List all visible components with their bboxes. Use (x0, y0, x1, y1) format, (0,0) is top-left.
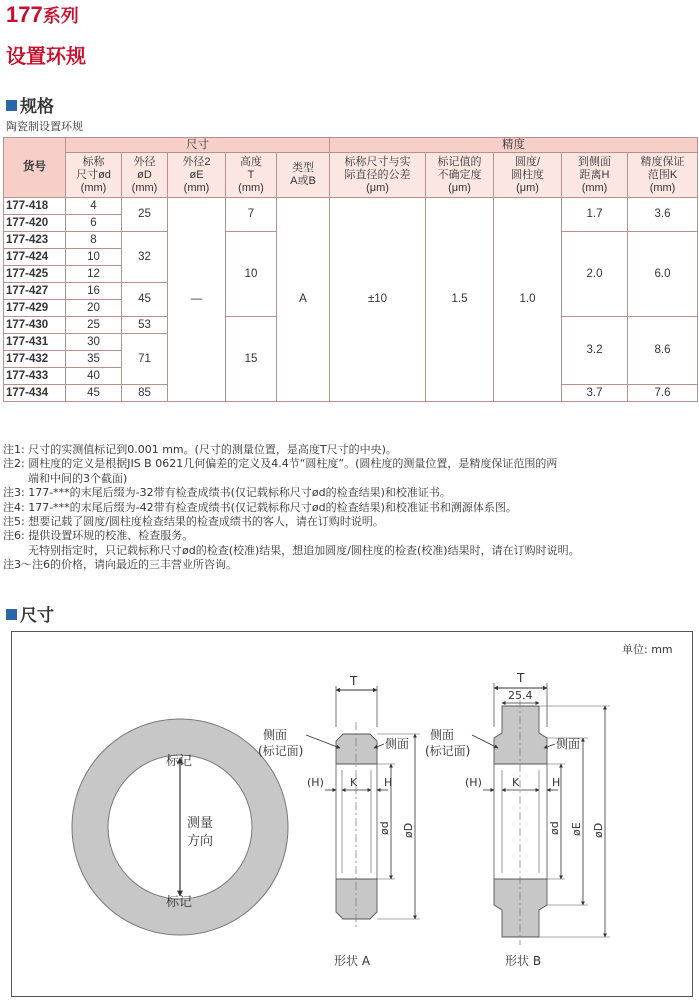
table-cell-code: 177-432 (4, 351, 66, 368)
note-line: 注1: 尺寸的实测值标记到0.001 mm。(尺寸的测量位置，是高度T尺寸的中央)。 (3, 443, 397, 456)
table-cell-height: 10 (226, 232, 277, 317)
table-cell-k: 3.6 (628, 198, 698, 232)
table-cell-type: A (277, 198, 330, 402)
col-od-header: 外径 øD (mm) (122, 153, 168, 198)
side-marked-label-b: 侧面 (430, 728, 455, 742)
group-precision-header: 精度 (330, 138, 698, 153)
col-od2-header: 外径2 øE (mm) (168, 153, 226, 198)
dim-label-d-b: ød (548, 821, 561, 835)
side-marked-label-b: (标记面) (425, 744, 471, 758)
col-roundness-header: 圆度/ 圆柱度 (μm) (494, 153, 562, 198)
table-cell-code: 177-433 (4, 368, 66, 385)
table-cell-nominal: 8 (66, 232, 122, 249)
dim-label-k: K (350, 776, 358, 789)
table-cell-nominal: 12 (66, 266, 122, 283)
note-line: 注3: 177-***的末尾后缀为-32带有检查成绩书(仅记载标称尺寸ød的检查结果)和校准证书。 (3, 486, 451, 500)
table-cell-code: 177-434 (4, 385, 66, 402)
dim-label-h-paren: (H) (307, 776, 324, 789)
table-cell-code: 177-418 (4, 198, 66, 215)
table-cell-h: 2.0 (562, 232, 628, 317)
table-cell-nominal: 40 (66, 368, 122, 385)
note-line: 注6: 提供设置环规的校准、检查服务。 (3, 529, 194, 543)
table-cell-height: 7 (226, 198, 277, 232)
table-cell-nominal: 10 (66, 249, 122, 266)
measure-direction-label: 方向 (187, 834, 214, 849)
note-line: 注5: 想要记载了圆度/圆柱度检查结果的检查成绩书的客人，请在订购时说明。 (3, 515, 384, 529)
col-k-header: 精度保证 范围K (mm) (628, 153, 698, 198)
table-cell-k: 6.0 (628, 232, 698, 317)
table-cell-roundness: 1.0 (494, 198, 562, 402)
col-h-header: 到侧面 距离H (mm) (562, 153, 628, 198)
note-line: 无特别指定时，只记载标称尺寸ød的检查(校准)结果，想追加圆度/圆柱度的检查(校准)结果时，请在订购时说明。 (28, 543, 580, 557)
table-cell-uncertainty: 1.5 (426, 198, 494, 402)
product-title: 设置环规 (6, 44, 86, 68)
series-title: 177系列 (6, 2, 79, 27)
shape-b-label: 形状 B (505, 954, 542, 968)
note-line: 端和中间的3个截面) (28, 471, 128, 485)
table-cell-od: 32 (122, 232, 168, 283)
side-marked-label: 侧面 (263, 728, 288, 742)
table-cell-code: 177-424 (4, 249, 66, 266)
col-uncertainty-header: 标记值的 不确定度 (μm) (426, 153, 494, 198)
table-cell-od: 85 (122, 385, 168, 402)
section-a-lower (336, 879, 377, 919)
mark-label-top: 标记 (166, 754, 193, 769)
spec-caption: 陶瓷制设置环规 (6, 120, 83, 133)
table-cell-h: 1.7 (562, 198, 628, 232)
section-a-upper (336, 734, 377, 764)
side-label: 侧面 (385, 737, 410, 751)
table-cell-nominal: 4 (66, 198, 122, 215)
table-cell-code: 177-431 (4, 334, 66, 351)
table-cell-od: 25 (122, 198, 168, 232)
table-cell-nominal: 30 (66, 334, 122, 351)
dim-label-D-b: øD (592, 822, 605, 838)
table-cell-h: 3.2 (562, 317, 628, 385)
group-size-header: 尺寸 (66, 138, 330, 153)
measure-direction-label: 测量 (187, 816, 214, 831)
col-type-header: 类型 A或B (277, 153, 330, 198)
section-b-upper (494, 706, 547, 764)
dim-label-25-4: 25.4 (508, 689, 533, 702)
table-cell-tolerance: ±10 (330, 198, 426, 402)
note-line: 注2: 圆柱度的定义是根据JIS B 0621几何偏差的定义及4.4节“圆柱度”。(圆柱度的测量位置，是精度保证范围的两 (3, 457, 558, 471)
table-cell-nominal: 6 (66, 215, 122, 232)
table-cell-code: 177-427 (4, 283, 66, 300)
mark-label-bottom: 标记 (166, 895, 193, 910)
shape-b-section (425, 671, 610, 968)
table-cell-height: 15 (226, 317, 277, 402)
dim-label-D: øD (402, 822, 415, 838)
table-cell-od: 53 (122, 317, 168, 334)
ring-top-view (72, 719, 288, 935)
dim-label-k-b: K (512, 776, 520, 789)
col-height-header: 高度 T (mm) (226, 153, 277, 198)
table-cell-h: 3.7 (562, 385, 628, 402)
note-line: 注3～注6的价格，请向最近的三丰营业所咨询。 (3, 558, 237, 572)
table-cell-nominal: 35 (66, 351, 122, 368)
dim-label-h-paren-b: (H) (465, 776, 482, 789)
table-cell-nominal: 16 (66, 283, 122, 300)
dim-label-t: T (350, 674, 358, 688)
side-marked-label: (标记面) (258, 744, 304, 758)
shape-a-label: 形状 A (334, 954, 371, 968)
table-cell-od: 71 (122, 334, 168, 385)
col-tolerance-header: 标称尺寸与实 际直径的公差 (μm) (330, 153, 426, 198)
dim-label-d: ød (378, 821, 391, 835)
table-cell-k: 7.6 (628, 385, 698, 402)
table-cell-k: 8.6 (628, 317, 698, 385)
table-cell-code: 177-429 (4, 300, 66, 317)
col-nominal-header: 标称 尺寸ød (mm) (66, 153, 122, 198)
spec-heading: 规格 (6, 92, 54, 117)
note-line: 注4: 177-***的末尾后缀为-42带有检查成绩书(仅记载标称尺寸ød的检查结果)和校准证书和溯源体系图。 (3, 500, 517, 514)
dim-label-h-b: H (552, 776, 561, 789)
table-cell-code: 177-420 (4, 215, 66, 232)
dim-label-E: øE (570, 822, 583, 836)
table-cell-code: 177-425 (4, 266, 66, 283)
dimension-heading: 尺寸 (6, 601, 54, 626)
table-cell-od2: — (168, 198, 226, 402)
table-cell-nominal: 20 (66, 300, 122, 317)
table-cell-code: 177-423 (4, 232, 66, 249)
col-code-header: 货号 (4, 138, 66, 198)
section-b-lower (494, 879, 547, 937)
unit-label: 单位: mm (622, 643, 673, 656)
table-cell-code: 177-430 (4, 317, 66, 334)
side-label-b: 侧面 (556, 737, 581, 751)
table-cell-nominal: 25 (66, 317, 122, 334)
dim-label-t-b: T (517, 671, 525, 685)
table-cell-nominal: 45 (66, 385, 122, 402)
dim-label-h: H (384, 776, 393, 789)
table-cell-od: 45 (122, 283, 168, 317)
